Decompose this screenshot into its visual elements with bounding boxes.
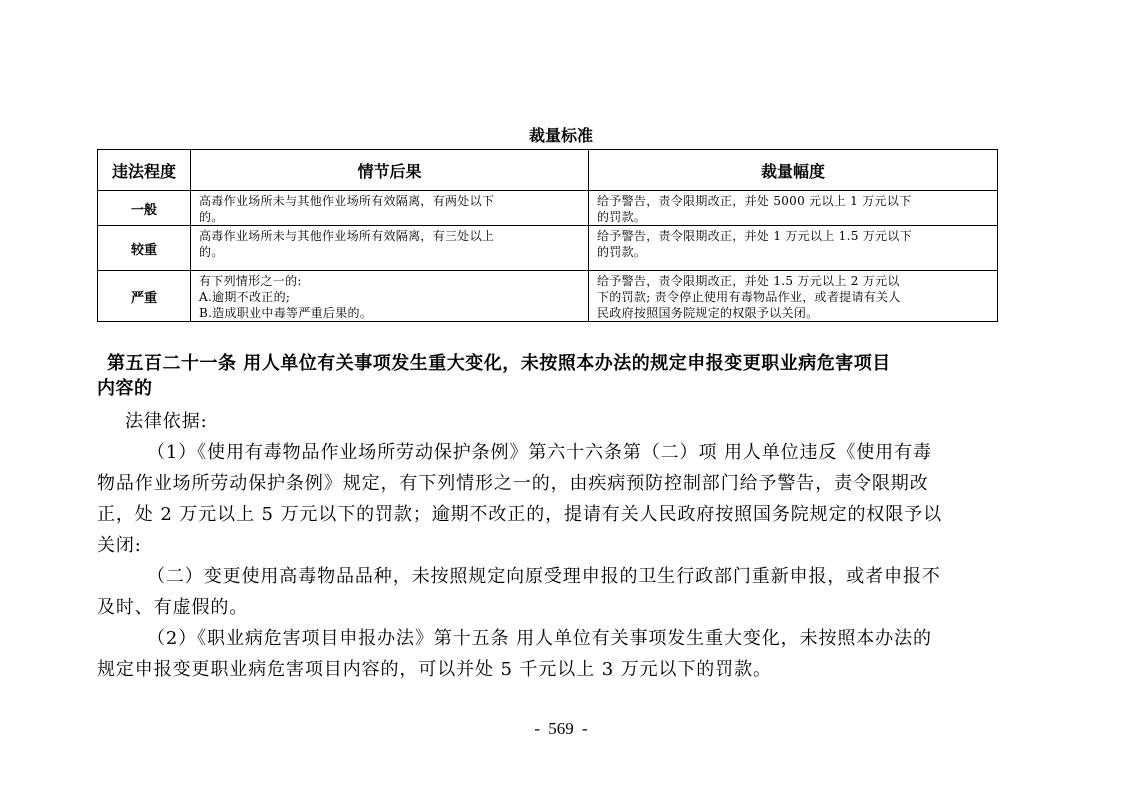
article-heading	[97, 351, 1027, 401]
penalty-cell	[589, 271, 998, 322]
circumstance-line: 有下列情形之一的:	[199, 274, 302, 288]
penalty-line: 民政府按照国务院规定的权限予以关闭。	[597, 306, 819, 320]
level-cell: 严重	[98, 271, 191, 322]
header-violation-level: 违法程度	[98, 150, 191, 191]
level-cell: 较重	[98, 226, 191, 271]
penalty-line: 的罚款。	[597, 210, 647, 224]
table-header-row	[98, 150, 998, 191]
circumstance-line: 的。	[199, 245, 224, 259]
legal-basis-label: 法律依据:	[125, 411, 208, 432]
circumstance-cell	[191, 271, 589, 322]
paragraph-line: （1）《使用有毒物品作业场所劳动保护条例》第六十六条第（二）项 用人单位违反《使用有毒	[147, 442, 932, 463]
header-penalty-range: 裁量幅度	[589, 150, 998, 191]
paragraph-line: 及时、有虚假的。	[97, 597, 249, 618]
circumstance-line: 高毒作业场所未与其他作业场所有效隔离，有三处以上	[199, 229, 495, 243]
penalty-line: 给予警告，责令限期改正，并处 1 万元以上 1.5 万元以下	[597, 229, 912, 243]
page-number: - 569 -	[534, 719, 588, 738]
table-row	[98, 226, 998, 271]
table-row	[98, 271, 998, 322]
penalty-cell	[589, 191, 998, 226]
circumstance-cell	[191, 226, 589, 271]
circumstance-line: B.造成职业中毒等严重后果的。	[199, 306, 373, 320]
circumstance-line: A.逾期不改正的;	[199, 290, 291, 304]
penalty-line: 给予警告，责令限期改正，并处 1.5 万元以上 2 万元以	[597, 274, 900, 288]
table-row	[98, 191, 998, 226]
article-heading-line: 第五百二十一条 用人单位有关事项发生重大变化，未按照本办法的规定申报变更职业病危害项目	[107, 353, 891, 374]
penalty-standard-table	[97, 149, 998, 322]
penalty-line: 给予警告，责令限期改正，并处 5000 元以上 1 万元以下	[597, 194, 912, 208]
paragraph-line: 规定申报变更职业病危害项目内容的，可以并处 5 千元以上 3 万元以下的罚款。	[97, 659, 772, 680]
article-heading-line: 内容的	[97, 378, 153, 399]
penalty-cell	[589, 226, 998, 271]
paragraph-line: 关闭:	[97, 535, 142, 556]
paragraph-line: 物品作业场所劳动保护条例》规定，有下列情形之一的，由疾病预防控制部门给予警告，责令限期改	[97, 473, 929, 494]
legal-basis-section	[97, 406, 1027, 685]
circumstance-line: 高毒作业场所未与其他作业场所有效隔离，有两处以下	[199, 194, 495, 208]
paragraph-line: 正，处 2 万元以上 5 万元以下的罚款；逾期不改正的，提请有关人民政府按照国务院规定的权限予以	[97, 504, 942, 525]
circumstance-cell	[191, 191, 589, 226]
table-title: 裁量标准	[528, 126, 593, 145]
header-circumstance: 情节后果	[191, 150, 589, 191]
paragraph-line: （2）《职业病危害项目申报办法》第十五条 用人单位有关事项发生重大变化，未按照本办法的	[147, 628, 932, 649]
penalty-line: 下的罚款; 责令停止使用有毒物品作业，或者提请有关人	[597, 290, 901, 304]
circumstance-line: 的。	[199, 210, 224, 224]
level-cell: 一般	[98, 191, 191, 226]
penalty-line: 的罚款。	[597, 245, 647, 259]
paragraph-line: （二）变更使用高毒物品品种，未按照规定向原受理申报的卫生行政部门重新申报，或者申报不	[147, 566, 941, 587]
